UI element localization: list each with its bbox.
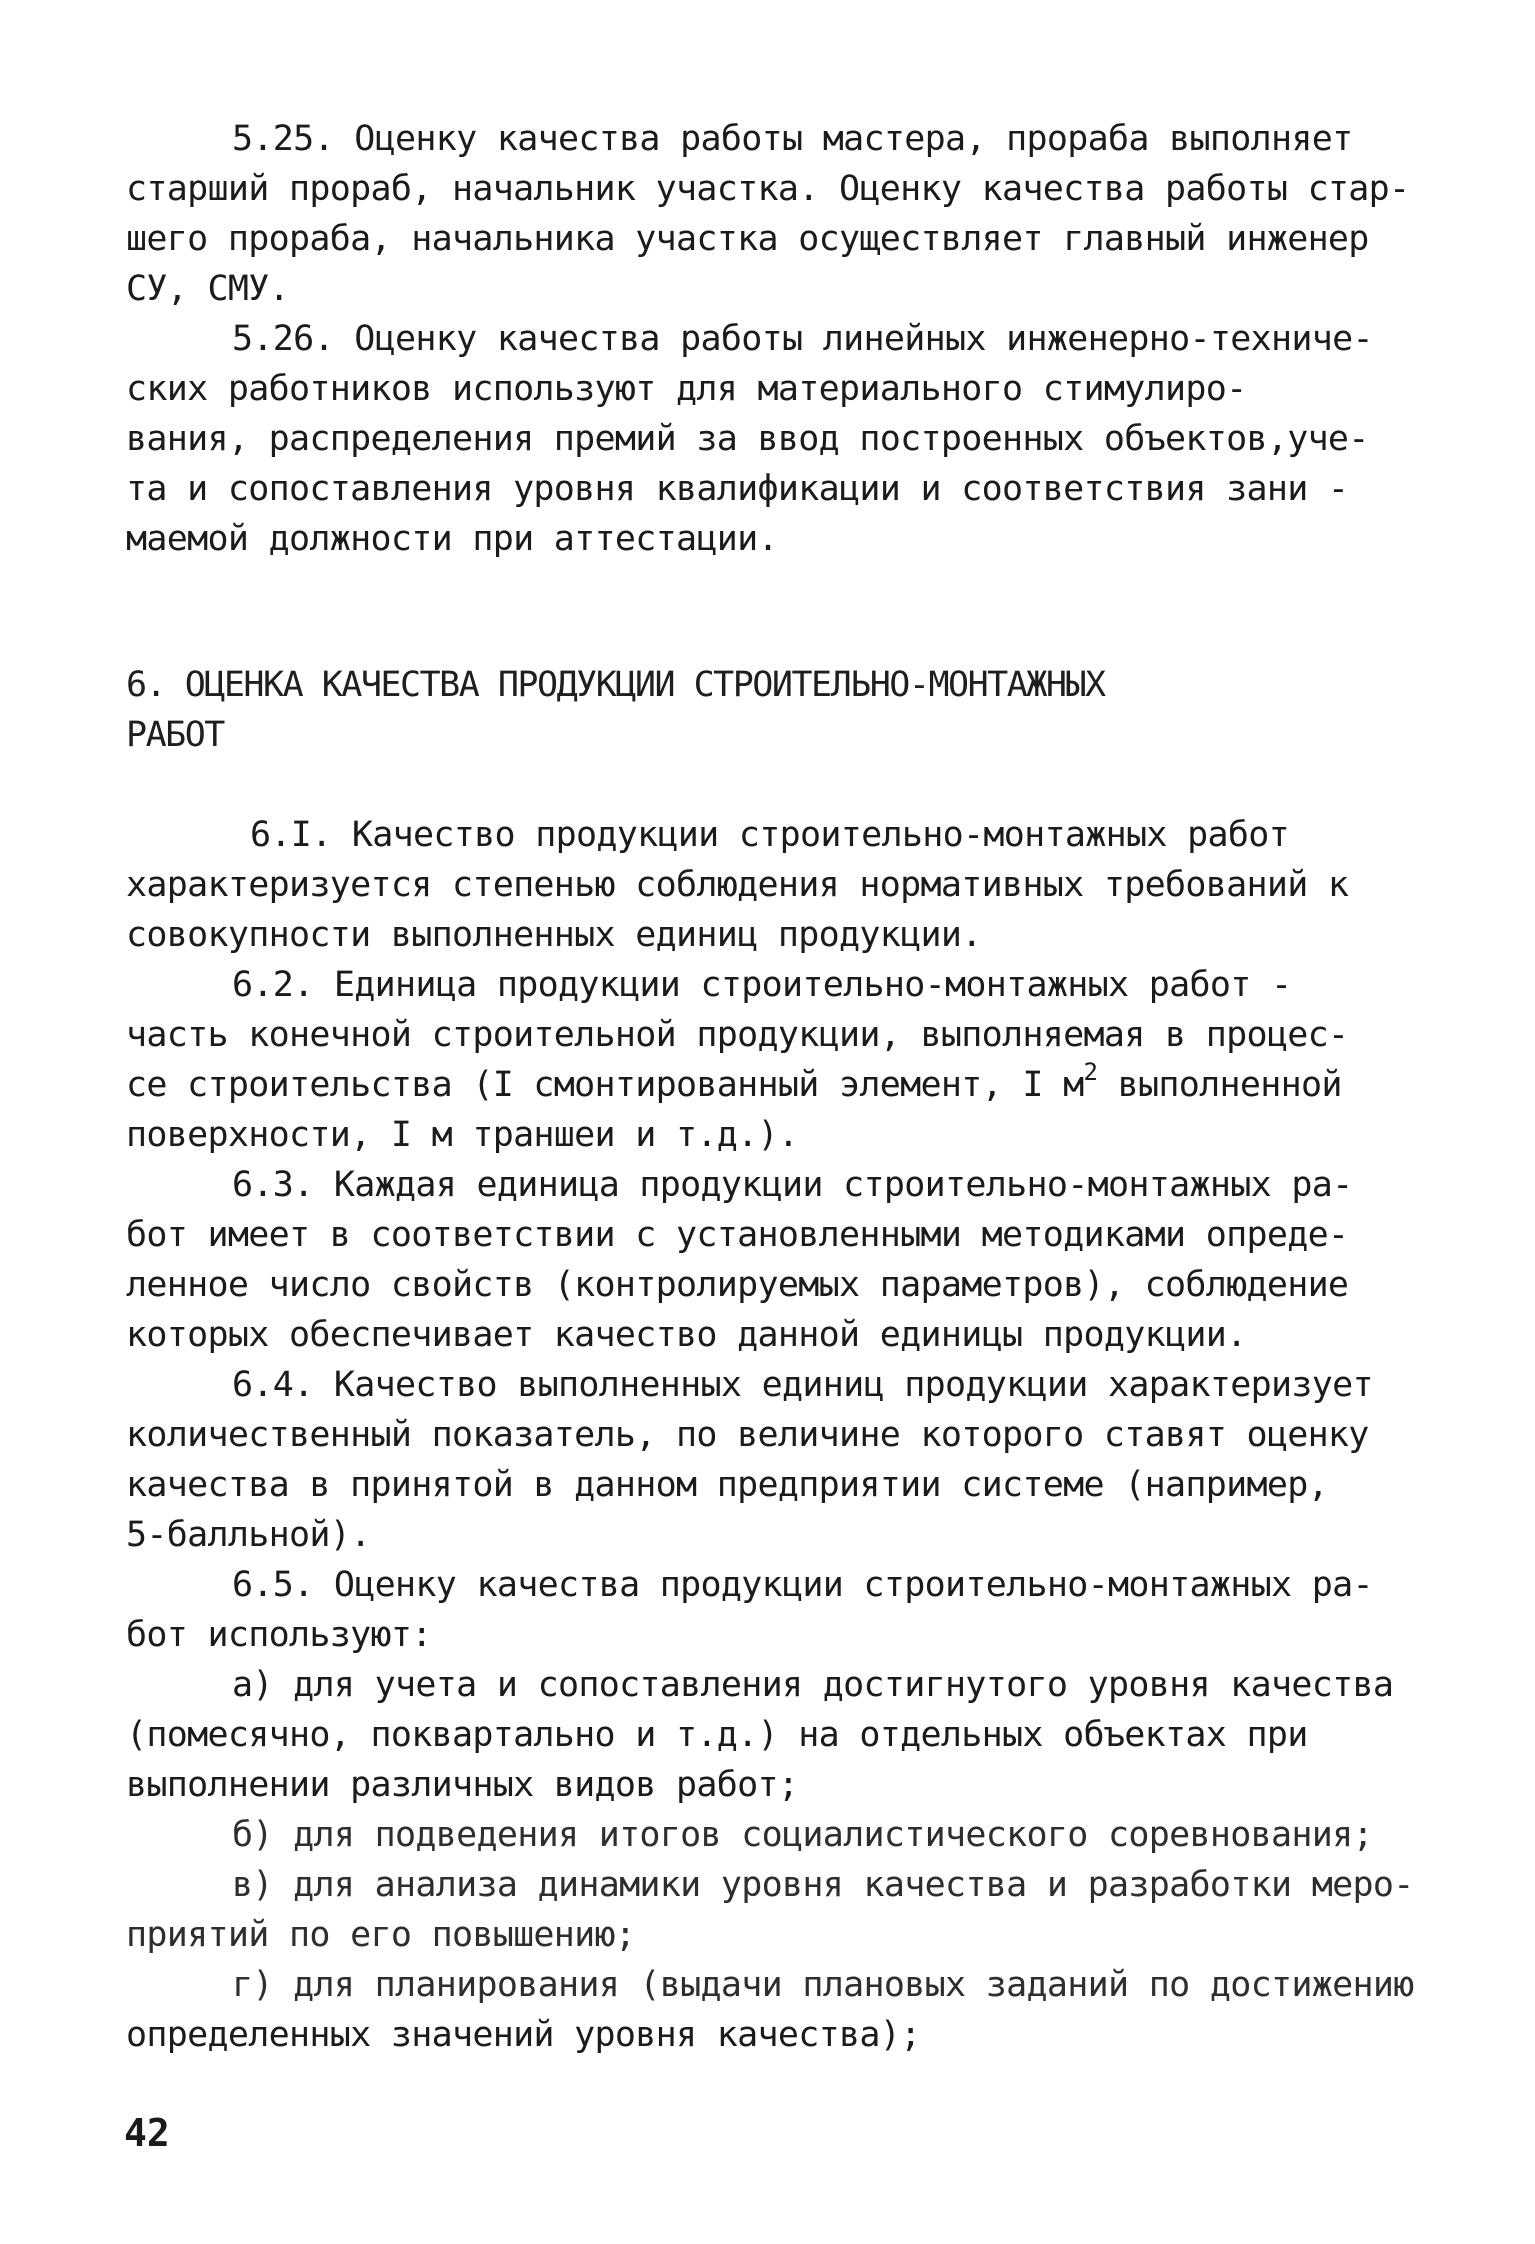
text-line: маемой должности при аттестации. bbox=[126, 519, 778, 559]
text-line: 6.3. Каждая единица продукции строительно-монтажных ра- bbox=[232, 1165, 1353, 1205]
text-line: СУ, СМУ. bbox=[126, 269, 289, 309]
text-line: старший прораб, начальник участка. Оценку качества работы стар- bbox=[126, 169, 1410, 209]
text-line: вания, распределения премий за ввод построенных объектов,уче- bbox=[126, 419, 1369, 459]
text-line: 6.2. Единица продукции строительно-монтажных работ - bbox=[232, 965, 1292, 1005]
list-item: в) для анализа динамики уровня качества и разработки меро- bbox=[232, 1865, 1414, 1905]
text-line: бот используют: bbox=[126, 1615, 432, 1655]
text-line: которых обеспечивает качество данной единицы продукции. bbox=[126, 1315, 1247, 1355]
list-item: б) для подведения итогов социалистического соревнования; bbox=[232, 1815, 1373, 1855]
text-line: 5-балльной). bbox=[126, 1515, 371, 1555]
list-item: (помесячно, поквартально и т.д.) на отдельных объектах при bbox=[126, 1715, 1308, 1755]
text-line: характеризуется степенью соблюдения нормативных требований к bbox=[126, 865, 1349, 905]
text-line: 6.5. Оценку качества продукции строительно-монтажных ра- bbox=[232, 1565, 1373, 1605]
text-line: совокупности выполненных единиц продукции. bbox=[126, 915, 982, 955]
text-line: бот имеет в соответствии с установленными методиками опреде- bbox=[126, 1215, 1349, 1255]
list-item: г) для планирования (выдачи плановых заданий по достижению bbox=[232, 1965, 1414, 2005]
text-line: та и сопоставления уровня квалификации и соответствия зани - bbox=[126, 469, 1349, 509]
page-number: 42 bbox=[124, 2111, 170, 2155]
text-line: качества в принятой в данном предприятии системе (например, bbox=[126, 1465, 1328, 1505]
text-line: 5.26. Оценку качества работы линейных инженерно-техниче- bbox=[232, 319, 1373, 359]
text-line: поверхности, I м траншеи и т.д.). bbox=[126, 1115, 799, 1155]
text-line: часть конечной строительной продукции, выполняемая в процес- bbox=[126, 1015, 1349, 1055]
list-item: приятий по его повышению; bbox=[126, 1915, 636, 1955]
text-line: ских работников используют для материального стимулиро- bbox=[126, 369, 1247, 409]
list-item: а) для учета и сопоставления достигнутого уровня качества bbox=[232, 1665, 1394, 1705]
list-item: выполнении различных видов работ; bbox=[126, 1765, 799, 1805]
list-item: определенных значений уровня качества); bbox=[126, 2015, 921, 2055]
text-line: 5.25. Оценку качества работы мастера, прораба выполняет bbox=[232, 119, 1353, 159]
text-line: количественный показатель, по величине которого ставят оценку bbox=[126, 1415, 1369, 1455]
section-heading: 6. ОЦЕНКА КАЧЕСТВА ПРОДУКЦИИ СТРОИТЕЛЬНО-МОНТАЖНЫХ bbox=[126, 665, 1105, 705]
superscript: 2 bbox=[1083, 1058, 1098, 1086]
text-line: 6.I. Качество продукции строительно-монтажных работ bbox=[250, 815, 1289, 855]
text-line: ленное число свойств (контролируемых параметров), соблюдение bbox=[126, 1265, 1349, 1305]
section-heading: РАБОТ bbox=[126, 715, 224, 755]
text-segment: выполненной bbox=[1097, 1065, 1342, 1105]
text-line: 6.4. Качество выполненных единиц продукции характеризует bbox=[232, 1365, 1373, 1405]
text-line bbox=[126, 1060, 1342, 1113]
text-segment: се строительства (I смонтированный элемент, I м bbox=[126, 1065, 1084, 1105]
text-line: шего прораба, начальника участка осуществляет главный инженер bbox=[126, 219, 1369, 259]
